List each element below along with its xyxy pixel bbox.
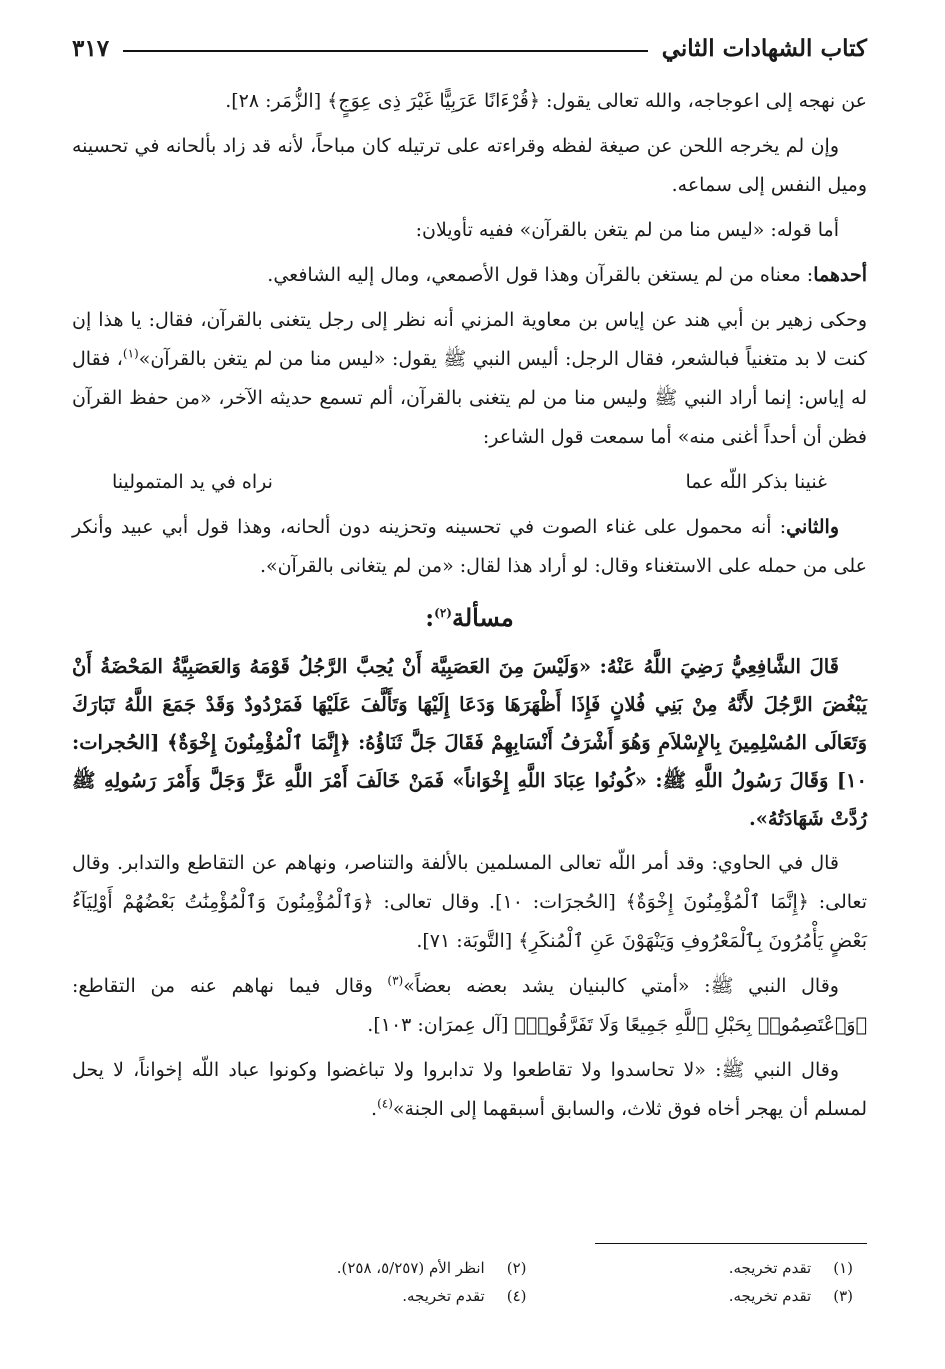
- page-number: ٣١٧: [72, 34, 110, 62]
- paragraph-text: : معناه من لم يستغن بالقرآن وهذا قول الأصمعي، ومال إليه الشافعي.: [267, 264, 814, 286]
- footnote-number: (٣): [833, 1287, 853, 1305]
- footnote-text: تقدم تخريجه.: [728, 1287, 812, 1305]
- paragraph-hadith: [72, 1051, 867, 1129]
- footnote-ref: (٢): [434, 606, 452, 620]
- section-heading-colon: :: [425, 603, 435, 632]
- paragraph-hadith: [72, 967, 867, 1045]
- footnote-ref: (١): [122, 346, 139, 361]
- paragraph-lead: والثاني: [786, 516, 839, 538]
- footnote-number: (٤): [506, 1287, 527, 1305]
- paragraph-hawi: قال في الحاوي: وقد أمر اللّه تعالى المسلمين بالألفة والتناصر، ونهاهم عن التقاطع والتدابر. وقال تعالى: ﴿إِنَّمَا ٱلْمُؤْمِنُونَ إِخْوَةٌ﴾ [الحُجرَات: ١٠]. وقال تعالى: ﴿وَٱلْمُؤْمِنُونَ وَٱلْمُؤْمِنَٰتُ بَعْضُهُمْ أَوْلِيَآءُ بَعْضٍ يَأْمُرُونَ بِٱلْمَعْرُوفِ وَيَنْهَوْنَ عَنِ ٱلْمُنكَرِ﴾ [التَّوبَة: ٧١].: [72, 852, 867, 952]
- book-title: كتاب الشهادات الثاني: [661, 34, 867, 62]
- section-heading: [72, 598, 867, 638]
- footnote-ref: (٤): [377, 1096, 393, 1111]
- footnote: [200, 1254, 527, 1282]
- paragraph-text: وقال النبي ﷺ: «أمتي كالبنيان يشد بعضه بعضاً»: [403, 975, 839, 997]
- paragraph-anecdote: [72, 301, 867, 457]
- footnote: [527, 1282, 854, 1310]
- footnote: [200, 1282, 527, 1310]
- poem-hemistich-second: نراه في يد المتمولينا: [112, 471, 273, 493]
- footnote: [527, 1254, 854, 1282]
- paragraph-first-interpretation: [72, 256, 867, 295]
- poem-verse: [72, 463, 867, 502]
- section-heading-text: مسألة: [451, 603, 514, 632]
- footnote-row: [200, 1254, 853, 1282]
- footnotes: [200, 1254, 853, 1310]
- paragraph-text: وقال فيما نهاهم عنه من التقاطع: ﴿وَٱعْتَصِمُوا۟ بِحَبْلِ ٱللَّهِ جَمِيعًا وَلَا تَفَرَّقُوا۟﴾ [آل عِمرَان: ١٠٣].: [72, 975, 867, 1036]
- main-text: [72, 82, 867, 1135]
- footnote-number: (١): [833, 1259, 853, 1277]
- paragraph: عن نهجه إلى اعوجاجه، والله تعالى يقول: ﴿قُرْءَانًا عَرَبِيًّا غَيْرَ ذِى عِوَجٍ﴾ [الزُّمَر: ٢٨].: [225, 90, 867, 112]
- paragraph: وإن لم يخرجه اللحن عن صيغة لفظه وقراءته على ترتيله كان مباحاً، لأنه قد زاد بألحانه في تحسينه وميل النفس إلى سماعه.: [72, 135, 867, 196]
- paragraph-text: ، فقال له إياس: إنما أراد النبي ﷺ وليس منا من لم يتغنى بالقرآن، ألم تسمع حديثه الآخر، «من حفظ القرآن فظن أن أحداً أغنى منه» أما سمعت قول الشاعر:: [72, 348, 867, 448]
- footnote-text: تقدم تخريجه.: [402, 1287, 485, 1305]
- paragraph-text: وقال النبي ﷺ: «لا تحاسدوا ولا تقاطعوا ولا تدابروا ولا تباغضوا وكونوا عباد اللّه إخواناً، لا يحل لمسلم أن يهجر أخاه فوق ثلاث، والسابق أسبقهما إلى الجنة»: [72, 1059, 867, 1120]
- paragraph-lead: أحدهما: [813, 264, 867, 286]
- header-rule: [123, 50, 648, 52]
- paragraph-text: .: [371, 1098, 378, 1120]
- paragraph-second-interpretation: [72, 508, 867, 586]
- footnote-number: (٢): [506, 1259, 527, 1277]
- footnote-text: تقدم تخريجه.: [728, 1259, 812, 1277]
- footnote-row: [200, 1282, 853, 1310]
- paragraph: أما قوله: «ليس منا من لم يتغن بالقرآن» ففيه تأويلان:: [415, 219, 839, 241]
- footnote-ref: (٣): [387, 973, 404, 988]
- shafii-text: قَالَ الشَّافِعِيُّ رَضِيَ اللَّهُ عَنْهُ: «وَلَيْسَ مِنَ العَصَبِيَّة أَنْ يُحِبَّ الرَّجُلُ قَوْمَهُ وَالعَصَبِيَّةُ المَحْضَةُ أَنْ يَبْغُضَ الرَّجُلَ لأَنَّهُ مِنْ بَنِي فُلانٍ فَإِذَا أَظْهَرَهَا وَدَعَا إِلَيْهَا وَتَأَلَّفَ عَلَيْهَا فَمَرْدُودٌ وَقَدْ جَمَعَ اللَّهُ تَبَارَكَ وَتَعَالَى المُسْلِمِينَ بِالإِسْلاَمِ وَهُوَ أَشْرَفُ أَنْسَابِهِمْ فَقَالَ جَلَّ ثَنَاؤُهُ: ﴿إِنَّمَا ٱلْمُؤْمِنُونَ إِخْوَةٌ﴾ [الحُجرات: ١٠] وَقَالَ رَسُولُ اللَّهِ ﷺ: «كُونُوا عِبَادَ اللَّهِ إِخْوَاناً» فَمَنْ خَالَفَ أَمْرَ اللَّهِ عَزَّ وَجَلَّ وَأَمْرَ رَسُولِهِ ﷺ رُدَّتْ شَهَادَتُهُ».: [72, 655, 867, 830]
- poem-hemistich-first: غنينا بذكر اللّه عما: [685, 471, 827, 493]
- footnote-separator: [595, 1243, 867, 1244]
- running-header: [72, 28, 867, 68]
- paragraph-text: : أنه محمول على غناء الصوت في تحسينه وتحزينه دون ألحانه، وهذا قول أبي عبيد وأنكر على من حمله على الاستغناء وقال: لو أراد هذا لقال: «من لم يتغانى بالقرآن».: [72, 516, 867, 577]
- paragraph-text: وحكى زهير بن أبي هند عن إياس بن معاوية المزني أنه نظر إلى رجل يتغنى بالقرآن، فقال: يا هذا إن كنت لا بد متغنياً فبالشعر، فقال الرجل: أليس النبي ﷺ يقول: «ليس منا من لم يتغن بالقرآن»: [72, 309, 867, 370]
- footnote-text: انظر الأم (٥/٢٥٧، ٢٥٨).: [336, 1259, 485, 1277]
